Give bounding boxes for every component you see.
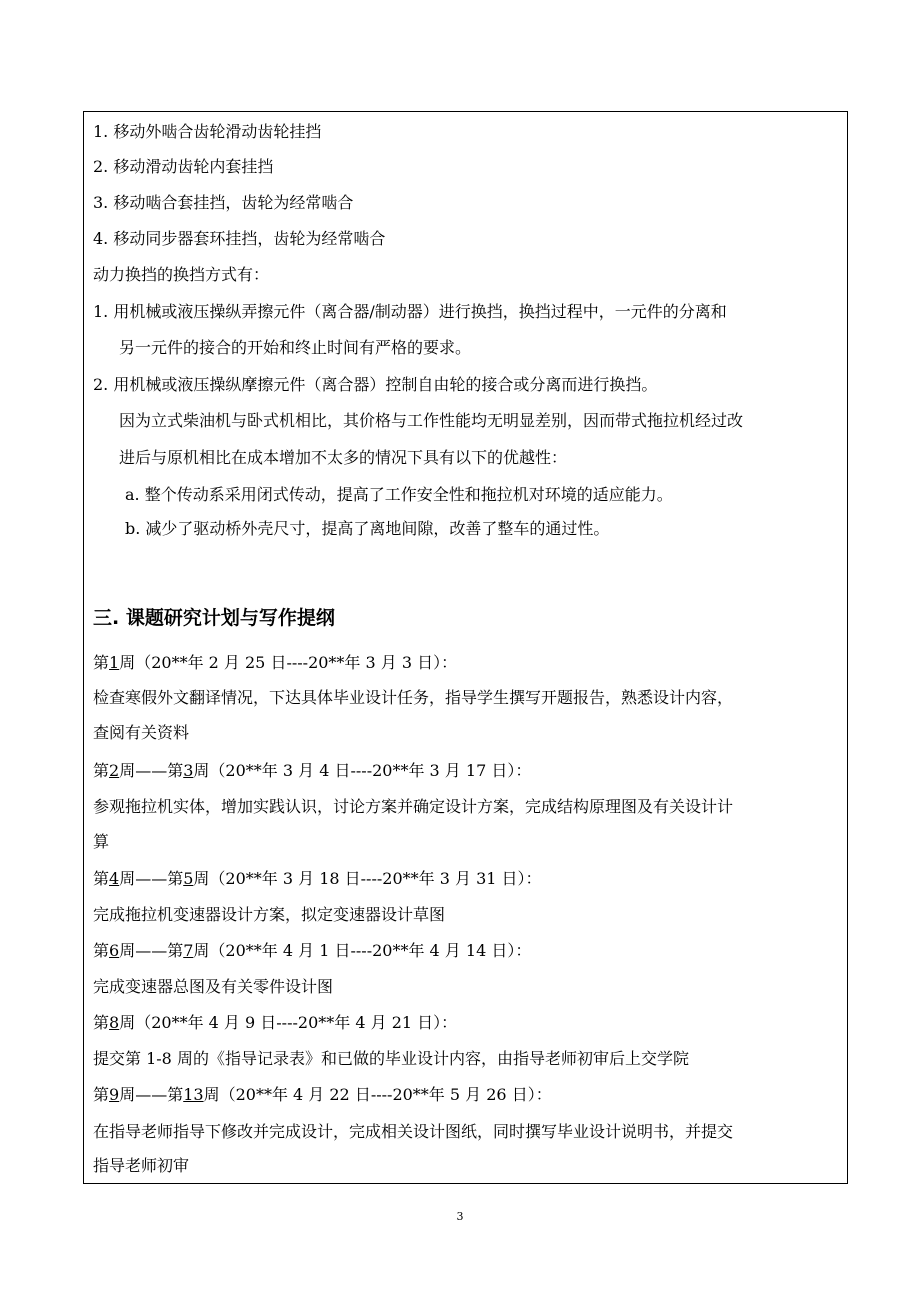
- week-start-number: 2: [109, 761, 120, 780]
- week-9-task-line-2: 指导老师初审: [93, 1156, 190, 1175]
- week-8-header: 第8周（20**年 4 月 9 日----20**年 4 月 21 日）：: [93, 1013, 458, 1032]
- week-4-header: 第4周——第5周（20**年 3 月 18 日----20**年 3 月 31 日）：: [93, 869, 542, 888]
- list-item-2: 2. 移动滑动齿轮内套挂挡: [93, 157, 274, 176]
- week-end-number: 7: [183, 941, 194, 960]
- week-2-header: 第2周——第3周（20**年 3 月 4 日----20**年 3 月 17 日）：: [93, 761, 532, 780]
- week-1-task-line-2: 查阅有关资料: [93, 723, 190, 742]
- week-6-task: 完成变速器总图及有关零件设计图: [93, 977, 334, 996]
- list-item-3: 3. 移动啮合套挂挡，齿轮为经常啮合: [93, 193, 354, 212]
- week-start-number: 4: [109, 869, 120, 888]
- week-number: 8: [109, 1013, 120, 1032]
- list-item-1: 1. 移动外啮合齿轮滑动齿轮挂挡: [93, 122, 322, 141]
- week-1-task-line-1: 检查寒假外文翻译情况，下达具体毕业设计任务，指导学生撰写开题报告，熟悉设计内容，: [93, 688, 734, 707]
- week-2-task-line-2: 算: [93, 832, 110, 851]
- section-3-title: 三. 课题研究计划与写作提纲: [93, 607, 335, 629]
- power-shift-item-1: 1. 用机械或液压操纵弄擦元件（离合器/制动器）进行换挡，换挡过程中，一元件的分离和: [93, 302, 727, 321]
- power-shift-item-1-cont: 另一元件的接合的开始和终止时间有严格的要求。: [119, 338, 472, 357]
- week-number: 1: [109, 653, 120, 672]
- week-start-number: 6: [109, 941, 120, 960]
- week-9-task-line-1: 在指导老师指导下修改并完成设计，完成相关设计图纸，同时撰写毕业设计说明书，并提交: [93, 1122, 734, 1141]
- list-item-4: 4. 移动同步器套环挂挡，齿轮为经常啮合: [93, 229, 386, 248]
- week-end-number: 13: [183, 1085, 204, 1104]
- week-1-header: 第1周（20**年 2 月 25 日----20**年 3 月 3 日）：: [93, 653, 458, 672]
- power-shift-intro: 动力换挡的换挡方式有：: [93, 265, 270, 284]
- page-number: 3: [456, 1210, 464, 1223]
- paragraph-line-2: 进后与原机相比在成本增加不太多的情况下具有以下的优越性：: [119, 448, 568, 467]
- advantage-a: a. 整个传动系采用闭式传动，提高了工作安全性和拖拉机对环境的适应能力。: [125, 485, 673, 504]
- week-end-number: 5: [183, 869, 194, 888]
- week-9-header: 第9周——第13周（20**年 4 月 22 日----20**年 5 月 26 日）：: [93, 1085, 552, 1104]
- week-4-task: 完成拖拉机变速器设计方案，拟定变速器设计草图: [93, 905, 446, 924]
- paragraph-line-1: 因为立式柴油机与卧式机相比，其价格与工作性能均无明显差别，因而带式拖拉机经过改: [119, 411, 744, 430]
- week-end-number: 3: [183, 761, 194, 780]
- week-2-task-line-1: 参观拖拉机实体，增加实践认识，讨论方案并确定设计方案，完成结构原理图及有关设计计: [93, 797, 734, 816]
- power-shift-item-2: 2. 用机械或液压操纵摩擦元件（离合器）控制自由轮的接合或分离而进行换挡。: [93, 375, 658, 394]
- week-8-task: 提交第 1-8 周的《指导记录表》和已做的毕业设计内容，由指导老师初审后上交学院: [93, 1049, 689, 1068]
- advantage-b: b. 减少了驱动桥外壳尺寸，提高了离地间隙，改善了整车的通过性。: [125, 519, 610, 538]
- week-6-header: 第6周——第7周（20**年 4 月 1 日----20**年 4 月 14 日）：: [93, 941, 532, 960]
- week-start-number: 9: [109, 1085, 120, 1104]
